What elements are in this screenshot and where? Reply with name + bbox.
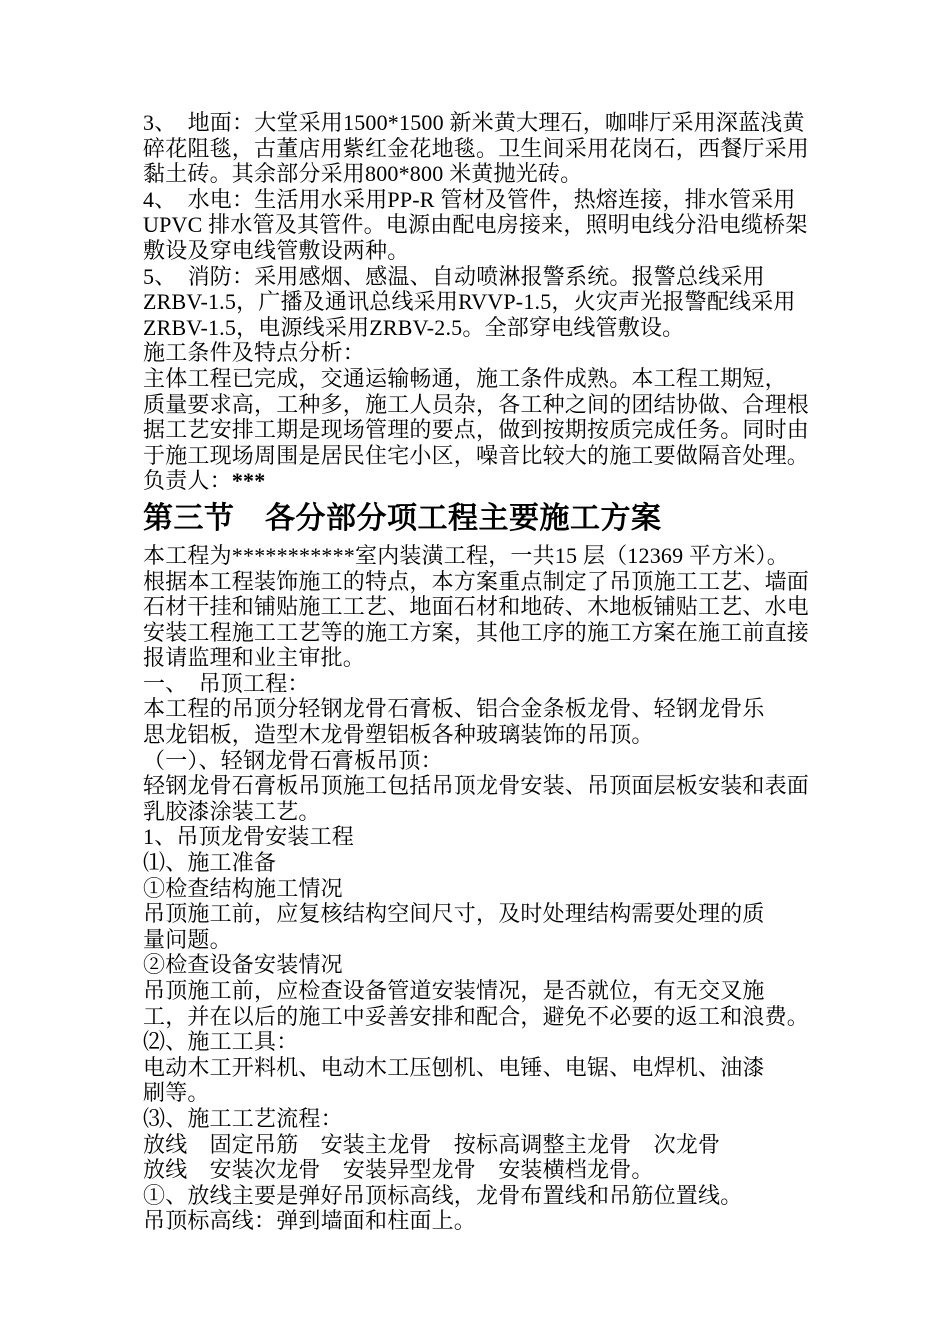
text-line: 吊顶施工前，应复核结构空间尺寸，及时处理结构需要处理的质	[143, 901, 765, 927]
text-line: 4、 水电：生活用水采用PP-R 管材及管件，热熔连接，排水管采用	[143, 186, 796, 212]
text-line-prefix: 负责人：	[143, 468, 232, 494]
text-line: ⑵、施工工具：	[143, 1029, 299, 1055]
text-line: 根据本工程装饰施工的特点，本方案重点制定了吊顶施工工艺、墙面	[143, 568, 810, 594]
text-line: 据工艺安排工期是现场管理的要点，做到按期按质完成任务。同时由	[143, 417, 810, 443]
text-line: 刷等。	[143, 1080, 210, 1106]
text-line: 5、 消防：采用感烟、感温、自动喷淋报警系统。报警总线采用	[143, 263, 765, 289]
text-line: ①检查结构施工情况	[143, 875, 343, 901]
text-line: 量问题。	[143, 926, 232, 952]
text-line: 施工条件及特点分析：	[143, 340, 366, 366]
text-line: 报请监理和业主审批。	[143, 645, 366, 671]
text-line: 吊顶施工前，应检查设备管道安装情况，是否就位，有无交叉施	[143, 978, 765, 1003]
text-line: 一、 吊顶工程：	[143, 670, 310, 696]
text-line: 本工程的吊顶分轻钢龙骨石膏板、铝合金条板龙骨、轻钢龙骨乐	[143, 696, 765, 722]
text-line: 主体工程已完成，交通运输畅通，施工条件成熟。本工程工期短，	[143, 365, 787, 391]
document-content	[143, 110, 823, 1234]
bold-text: ***	[231, 468, 266, 494]
text-line: ⑴、施工准备	[143, 850, 277, 876]
section-heading: 第三节 各分部分项工程主要施工方案	[143, 501, 662, 535]
text-line: ZRBV-1.5，电源线采用ZRBV-2.5。全部穿电线管敷设。	[143, 314, 685, 340]
text-line: 吊顶标高线：弹到墙面和柱面上。	[143, 1208, 477, 1234]
text-line: 安装工程施工工艺等的施工方案，其他工序的施工方案在施工前直接	[143, 619, 810, 645]
text-line: 于施工现场周围是居民住宅小区，噪音比较大的施工要做隔音处理。	[143, 442, 810, 468]
text-line: UPVC 排水管及其管件。电源由配电房接来，照明电线分沿电缆桥架	[143, 212, 808, 238]
text-line: 敷设及穿电线管敷设两种。	[143, 237, 410, 263]
text-line: 质量要求高，工种多，施工人员杂，各工种之间的团结协做、合理根	[143, 391, 810, 417]
text-line: 放线 固定吊筋 安装主龙骨 按标高调整主龙骨 次龙骨	[143, 1131, 721, 1157]
text-line: ZRBV-1.5，广播及通讯总线采用RVVP-1.5，火灾声光报警配线采用	[143, 289, 796, 315]
text-line: 轻钢龙骨石膏板吊顶施工包括吊顶龙骨安装、吊顶面层板安装和表面	[143, 773, 810, 799]
text-line: 碎花阻毯，古董店用紫红金花地毯。卫生间采用花岗石，西餐厅采用	[143, 135, 810, 161]
text-line: （一）、轻钢龙骨石膏板吊顶：	[143, 747, 443, 773]
text-line: 3、 地面：大堂采用1500*1500 新米黄大理石，咖啡厅采用深蓝浅黄	[143, 110, 805, 135]
text-line: 1、吊顶龙骨安装工程	[143, 824, 355, 850]
text-line	[143, 468, 823, 494]
text-line: ①、放线主要是弹好吊顶标高线，龙骨布置线和吊筋位置线。	[143, 1182, 743, 1208]
text-line: 黏土砖。其余部分采用800*800 米黄抛光砖。	[143, 161, 583, 187]
text-line: ②检查设备安装情况	[143, 952, 343, 978]
text-line: 思龙铝板，造型木龙骨塑铝板各种玻璃装饰的吊顶。	[143, 722, 654, 748]
text-line: 放线 安装次龙骨 安装异型龙骨 安装横档龙骨。	[143, 1157, 654, 1183]
text-line: 石材干挂和铺贴施工工艺、地面石材和地砖、木地板铺贴工艺、水电	[143, 594, 810, 620]
text-line: 乳胶漆涂装工艺。	[143, 798, 321, 824]
text-line: 电动木工开料机、电动木工压刨机、电锤、电锯、电焊机、油漆	[143, 1054, 765, 1080]
text-line: 工，并在以后的施工中妥善安排和配合，避免不必要的返工和浪费。	[143, 1003, 810, 1029]
text-line: ⑶、施工工艺流程：	[143, 1105, 343, 1131]
text-line: 本工程为***********室内装潢工程，一共15 层（12369 平方米）。	[143, 542, 790, 568]
